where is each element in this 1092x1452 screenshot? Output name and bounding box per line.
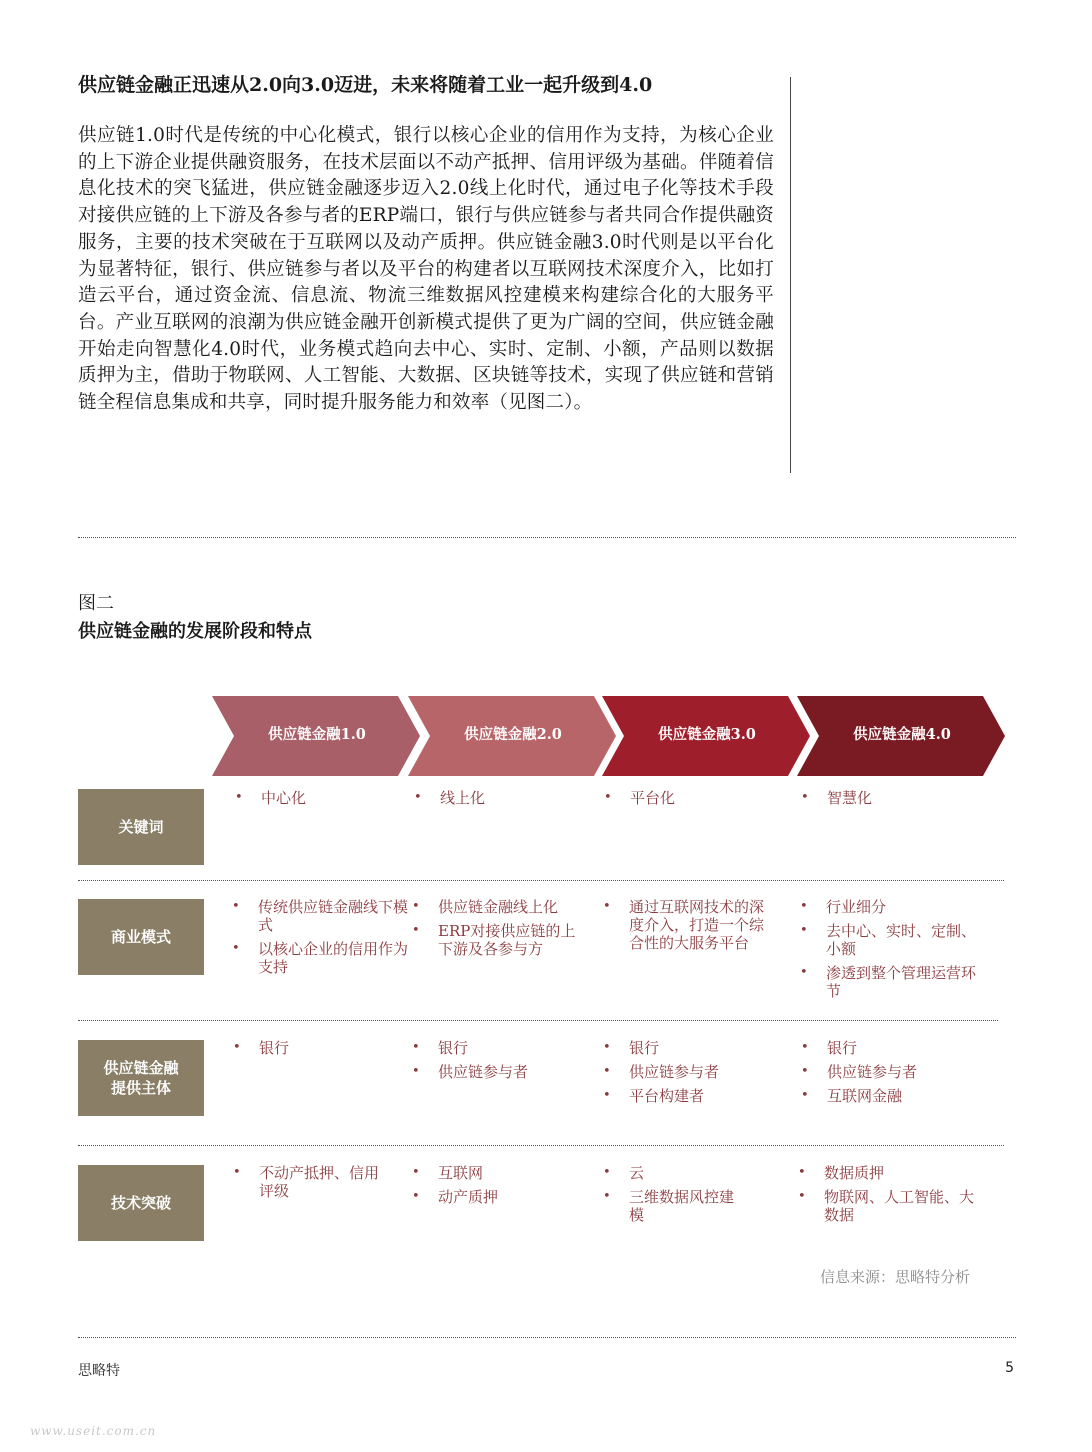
- cell-r2-c2: [412, 898, 580, 964]
- list-item: • 以核心企业的信用作为支持: [232, 940, 414, 976]
- cell-r4-c3: [603, 1164, 743, 1230]
- list-item: • 平台化: [604, 789, 784, 807]
- stage-label-3: 供应链金融3.0: [658, 726, 756, 743]
- figure-title: 供应链金融的发展阶段和特点: [78, 621, 312, 642]
- cell-r2-c1: [232, 898, 414, 982]
- row-label-keywords: 关键词: [78, 789, 204, 865]
- list-item: • ERP对接供应链的上下游及各参与方: [412, 922, 580, 958]
- stage-label-2: 供应链金融2.0: [464, 726, 562, 743]
- cell-r1-c1: [235, 789, 415, 813]
- section-heading: 供应链金融正迅速从2.0向3.0迈进，未来将随着工业一起升级到4.0: [78, 74, 653, 96]
- cell-r3-c4: [801, 1039, 981, 1111]
- list-item: • 银行: [233, 1039, 413, 1057]
- row-label-providers: [78, 1040, 204, 1116]
- list-item: • 互联网金融: [801, 1087, 981, 1105]
- stage-label-4: 供应链金融4.0: [853, 726, 951, 743]
- list-item: • 银行: [603, 1039, 783, 1057]
- list-item: • 物联网、人工智能、大数据: [798, 1188, 978, 1224]
- list-item: • 去中心、实时、定制、小额: [800, 922, 990, 958]
- list-item: • 银行: [801, 1039, 981, 1057]
- list-item: • 不动产抵押、信用评级: [233, 1164, 383, 1200]
- cell-r4-c2: [412, 1164, 592, 1212]
- list-item: • 通过互联网技术的深度介入，打造一个综合性的大服务平台: [603, 898, 771, 952]
- row-divider: [78, 880, 1004, 881]
- cell-r2-c3: [603, 898, 771, 958]
- cell-r4-c4: [798, 1164, 978, 1230]
- cell-r3-c1: [233, 1039, 413, 1063]
- list-item: • 平台构建者: [603, 1087, 783, 1105]
- stage-label-1: 供应链金融1.0: [268, 726, 366, 743]
- list-item: • 中心化: [235, 789, 415, 807]
- list-item: • 银行: [412, 1039, 592, 1057]
- list-item: • 供应链参与者: [412, 1063, 592, 1081]
- page-number: 5: [1005, 1360, 1014, 1376]
- cell-r3-c2: [412, 1039, 592, 1087]
- row-divider: [78, 1020, 998, 1021]
- list-item: • 智慧化: [801, 789, 981, 807]
- list-item: • 供应链金融线上化: [412, 898, 580, 916]
- list-item: • 供应链参与者: [801, 1063, 981, 1081]
- row-label-tech: 技术突破: [78, 1165, 204, 1241]
- cell-r3-c3: [603, 1039, 783, 1111]
- list-item: • 行业细分: [800, 898, 990, 916]
- row-label-text: 供应链金融提供主体: [103, 1059, 179, 1097]
- body-paragraph: 供应链1.0时代是传统的中心化模式，银行以核心企业的信用作为支持，为核心企业的上下游企业提供融资服务，在技术层面以不动产抵押、信用评级为基础。伴随着信息化技术的突飞猛进，供应链金融逐步迈入2.0线上化时代，通过电子化等技术手段对接供应链的上下游及各参与者的ERP端口，银行与供应链参与者共同合作提供融资服务，主要的技术突破在于互联网以及动产质押。供应链金融3.0时代则是以平台化为显著特征，银行、供应链参与者以及平台的构建者以互联网技术深度介入，比如打造云平台，通过资金流、信息流、物流三维数据风控建模来构建综合化的大服务平台。产业互联网的浪潮为供应链金融开创新模式提供了更为广阔的空间，供应链金融开始走向智慧化4.0时代，业务模式趋向去中心、实时、定制、小额，产品则以数据质押为主，借助于物联网、人工智能、大数据、区块链等技术，实现了供应链和营销链全程信息集成和共享，同时提升服务能力和效率（见图二）。: [78, 125, 774, 414]
- watermark-text: www.useit.com.cn: [30, 1424, 157, 1438]
- footer-brand: 思略特: [78, 1363, 120, 1379]
- figure-source: 信息来源：思略特分析: [819, 1268, 970, 1286]
- list-item: • 线上化: [414, 789, 594, 807]
- row-divider: [78, 1145, 1004, 1146]
- list-item: • 渗透到整个管理运营环节: [800, 964, 990, 1000]
- list-item: • 传统供应链金融线下模式: [232, 898, 414, 934]
- list-item: • 云: [603, 1164, 743, 1182]
- list-item: • 互联网: [412, 1164, 592, 1182]
- cell-r2-c4: [800, 898, 990, 1006]
- list-item: • 动产质押: [412, 1188, 592, 1206]
- figure-label: 图二: [78, 593, 114, 614]
- cell-r1-c3: [604, 789, 784, 813]
- footer-divider: [78, 1337, 1016, 1338]
- list-item: • 供应链参与者: [603, 1063, 783, 1081]
- list-item: • 三维数据风控建模: [603, 1188, 743, 1224]
- cell-r1-c4: [801, 789, 981, 813]
- cell-r1-c2: [414, 789, 594, 813]
- row-label-business-model: 商业模式: [78, 899, 204, 975]
- list-item: • 数据质押: [798, 1164, 978, 1182]
- cell-r4-c1: [233, 1164, 383, 1206]
